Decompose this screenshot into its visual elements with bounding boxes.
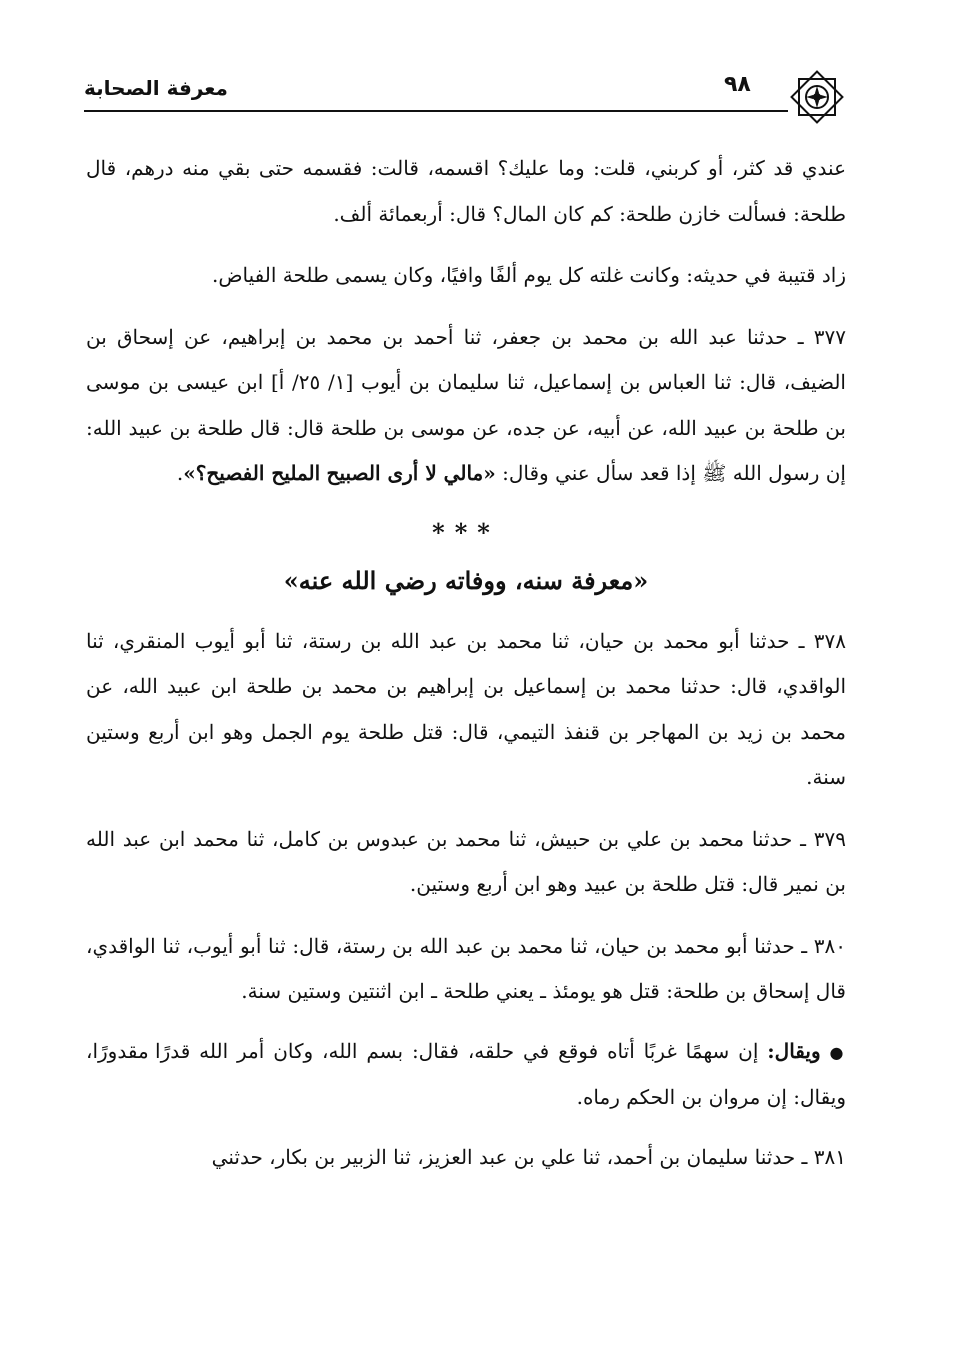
text-line: إسحاق بن الضيف، قال: ثنا العباس بن إسماعيل، ثنا سليمان بن أيوب [١/ ٢٥/ أ] ابن bbox=[86, 324, 846, 394]
text-line: عبيد الله، عن محمد بن زيد بن المهاجر بن قنفذ التيمي، قال: قتل طلحة يوم الجمل وهو bbox=[86, 674, 846, 744]
text-line: ٣٨٠ ـ حدثنا أبو محمد بن حيان، ثنا محمد بن عبد الله بن رستة، قال: ثنا أبو bbox=[239, 933, 847, 958]
quoted-saying: المليح الفصيح؟» bbox=[183, 461, 321, 485]
bullet-icon: ● bbox=[829, 1042, 846, 1062]
text-line: ٣٧٧ ـ حدثنا عبد الله بن محمد بن جعفر، ثنا أحمد بن محمد بن إبراهيم، عن bbox=[184, 324, 847, 349]
text-line: سنة. bbox=[241, 979, 282, 1003]
text-line: ٣٧٩ ـ حدثنا محمد بن علي بن حبيش، ثنا محمد بن عبدوس بن كامل، ثنا محمد bbox=[193, 826, 847, 851]
text-line: ابن عبد الله بن نمير قال: قتل طلحة بن عبيد وهو ابن أربع وستين. bbox=[86, 826, 846, 896]
text-line: عندي قد كثر، أو كربني، قلت: وما عليك؟ اقسمه، قالت: فقسمه حتى بقي منه درهم، bbox=[124, 156, 846, 180]
header-rule bbox=[84, 110, 788, 112]
text-line: ابن أربع وستين سنة. bbox=[86, 719, 846, 789]
text-line: زاد قتيبة في حديثه: وكانت غلته كل يوم ألفًا وافيًا، وكان يسمى طلحة الفياض. bbox=[211, 263, 846, 287]
text-line: عيسى بن موسى بن طلحة بن عبيد الله، عن أبيه، عن جده، عن موسى بن طلحة قال: bbox=[86, 370, 846, 440]
hadith-381 bbox=[86, 1135, 846, 1181]
text-line: ٣٨١ ـ حدثنا سليمان بن أحمد، ثنا علي بن عبد العزيز، ثنا الزبير بن بكار، حدثني bbox=[211, 1144, 846, 1169]
running-header bbox=[84, 66, 852, 126]
section-heading: «معرفة سنه، ووفاته رضي الله عنه» bbox=[283, 565, 649, 595]
paragraph-qutayba-addition bbox=[86, 253, 846, 299]
book-title: معرفة الصحابة bbox=[84, 76, 228, 100]
hadith-377 bbox=[86, 315, 846, 497]
text-line: قال طلحة: فسألت خازن طلحة: كم كان المال؟ قال: أربعمائة ألف. bbox=[86, 156, 846, 226]
section-divider-stars: *** bbox=[432, 517, 500, 547]
page-body bbox=[86, 146, 846, 1196]
paragraph-continuation bbox=[86, 146, 846, 237]
hadith-380 bbox=[86, 924, 846, 1015]
text-line: أيوب، ثنا الواقدي، قال إسحاق بن طلحة: قتل هو يومئذ ـ يعني طلحة ـ ابن اثنتين وستين bbox=[86, 933, 846, 1003]
note-paragraph bbox=[86, 1029, 846, 1121]
text-line: قال طلحة بن عبيد الله: إن رسول الله ﷺ إذا قعد سأل عني وقال: bbox=[86, 415, 846, 485]
text-line: المنقري، ثنا الواقدي، قال: حدثنا محمد بن إسماعيل بن إبراهيم بن محمد بن طلحة ابن bbox=[86, 628, 847, 698]
octagram-ornament-icon bbox=[784, 66, 850, 128]
text-line: ٣٧٨ ـ حدثنا أبو محمد بن حيان، ثنا محمد بن عبد الله بن رستة، ثنا أبو أيوب bbox=[194, 628, 847, 653]
hadith-379 bbox=[86, 817, 846, 908]
hadith-378 bbox=[86, 619, 846, 801]
note-lead: ويقال: bbox=[767, 1038, 821, 1063]
text-line: إن سهمًا غربًا أتاه فوقع في حلقه، فقال: بسم الله، وكان أمر الله قدرًا bbox=[155, 1038, 759, 1063]
page-number: ٩٨ bbox=[724, 72, 751, 97]
text-line: مقدورًا، ويقال: إن مروان بن الحكم رماه. bbox=[86, 1038, 846, 1109]
text-line: . bbox=[176, 461, 184, 485]
quoted-saying: «مالي لا أرى الصبيح bbox=[326, 461, 496, 485]
